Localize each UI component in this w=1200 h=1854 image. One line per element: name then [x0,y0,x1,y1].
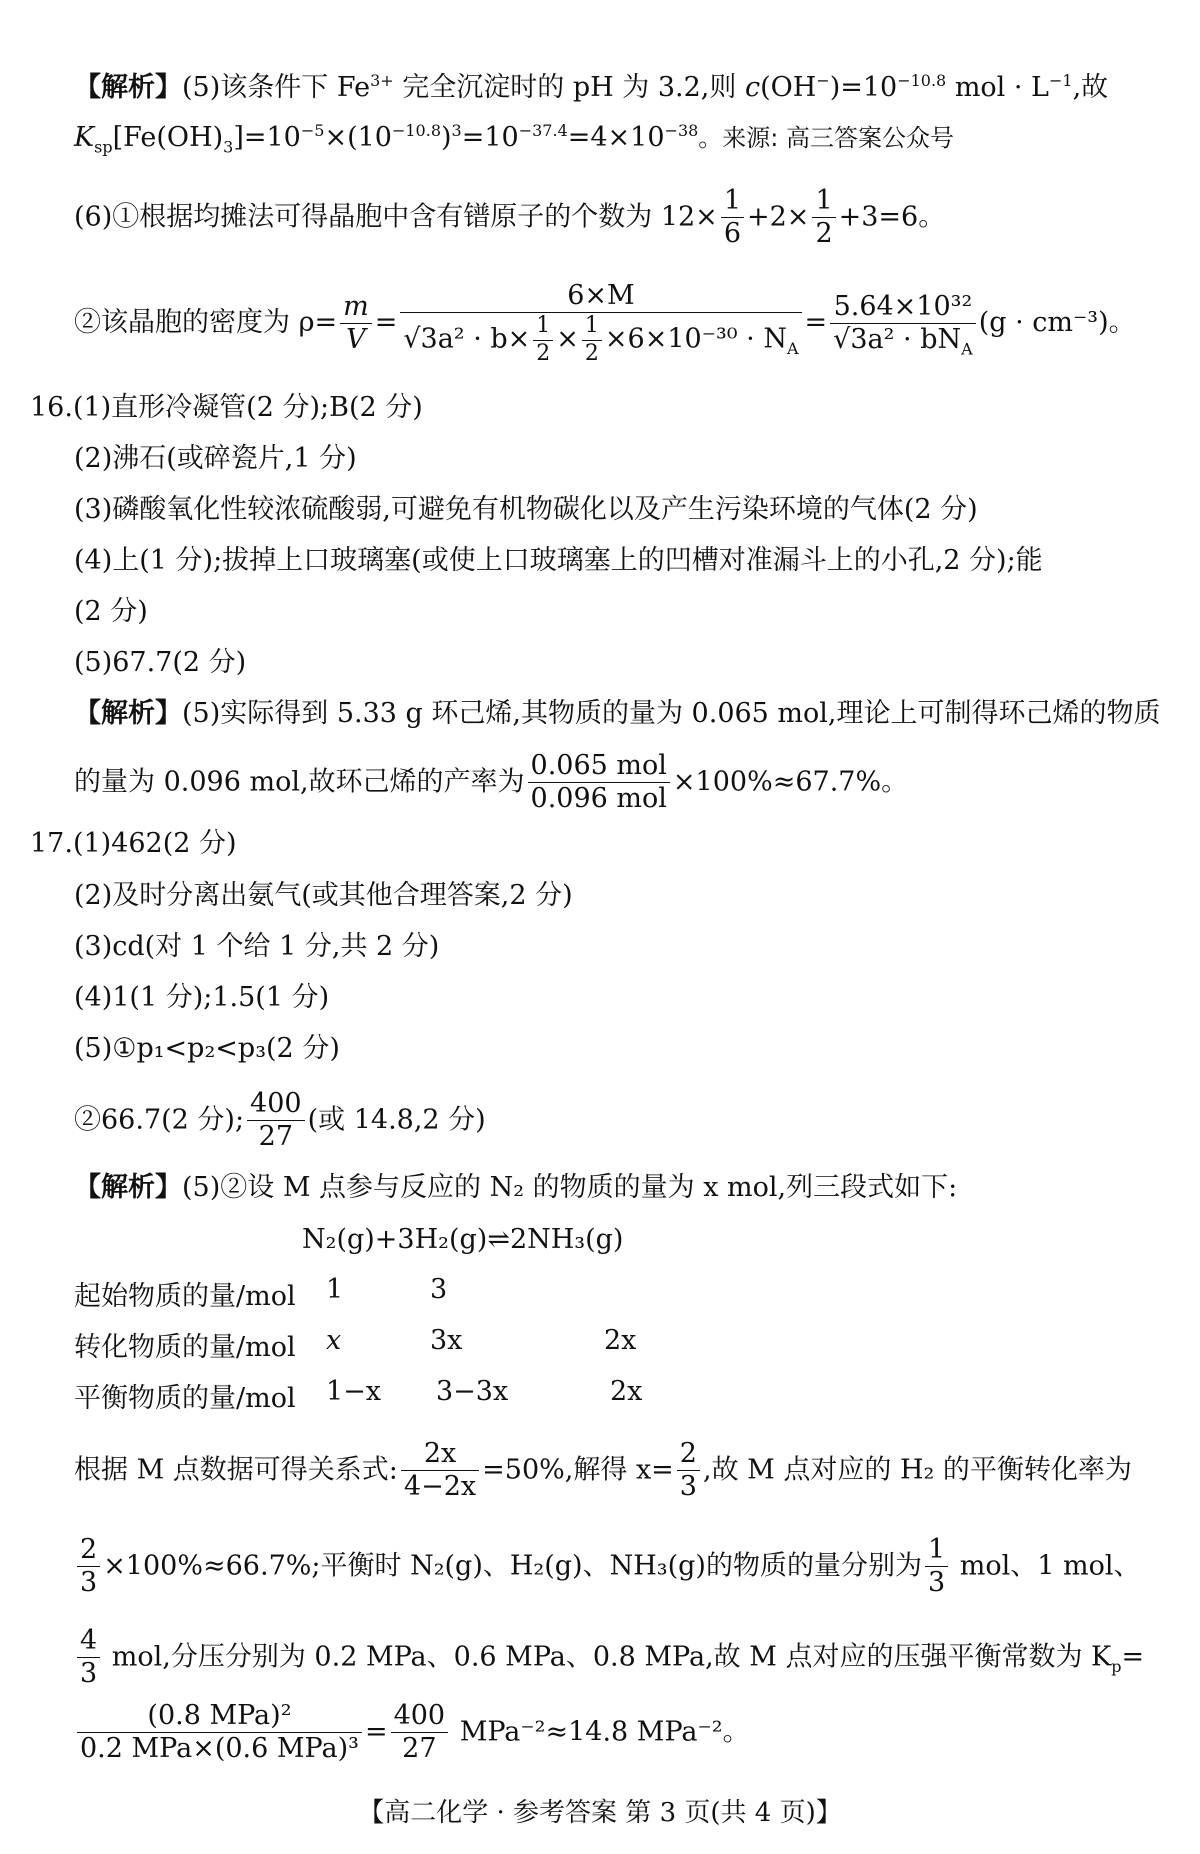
denominator: 2 [536,340,551,366]
source-note: 。来源: 高三答案公众号 [698,124,955,152]
reaction-equation: N₂(g)+3H₂(g)⇌2NH₃(g) [302,1224,624,1255]
q17-2: (2)及时分离出氨气(或其他合理答案,2 分) [74,880,573,911]
text: ×100%≈66.7%;平衡时 N₂(g)、H₂(g)、NH₃(g)的物质的量分别为 [103,1550,922,1582]
q16-4: (4)上(1 分);拔掉上口玻璃塞(或使上口玻璃塞上的凹槽对准漏斗上的小孔,2 分);能 [74,545,1043,576]
fraction [77,1625,100,1691]
denominator: 6 [723,218,741,250]
denominator: 3 [679,1471,697,1503]
numerator: 6×M [400,280,801,313]
cell: 1−x [326,1376,382,1407]
text: (5)实际得到 5.33 g 环己烯,其物质的量为 0.065 mol,理论上可制得环己烯的物质 [182,698,1161,729]
superscript: −38 [664,121,699,140]
subscript: 3 [223,137,234,157]
analysis-17-line4 [74,1625,1160,1691]
denominator: 2 [815,218,833,250]
text: [Fe(OH) [112,122,224,153]
fraction [77,1534,100,1600]
analysis-15-5-line1 [74,72,1160,103]
denominator: 3 [80,1658,98,1690]
denominator: 4−2x [403,1471,477,1503]
analysis-16-line2 [74,750,1160,816]
fraction [830,291,976,357]
cell: 3x [430,1325,463,1356]
numerator: 400 [247,1088,305,1121]
fraction [677,1438,700,1504]
analysis-17-line3 [74,1534,1160,1600]
denominator [830,324,976,359]
page-footer: 【高二化学 · 参考答案 第 3 页(共 4 页)】 [358,1798,842,1828]
q16-1: 16.(1)直形冷凝管(2 分);B(2 分) [30,392,423,423]
text: MPa⁻²≈14.8 MPa⁻²。 [451,1716,750,1748]
numerator: 1 [533,313,553,340]
text: ) [441,122,452,153]
superscript: −37.4 [518,121,568,140]
analysis-15-6-line1 [74,185,1160,251]
q16-2: (2)沸石(或碎瓷片,1 分) [74,443,357,474]
subscript: sp [94,137,113,157]
text: ②该晶胞的密度为 ρ= [74,307,338,339]
text: ,故 [1072,72,1109,103]
fraction [925,1534,948,1600]
text: =10 [461,122,519,153]
q17-1: 17.(1)462(2 分) [30,828,237,859]
row-label: 转化物质的量/mol [74,1332,296,1363]
analysis-tag: 【解析】 [74,1172,182,1203]
analysis-tag: 【解析】 [74,698,182,729]
row-label: 起始物质的量/mol [74,1281,296,1312]
text: =50%,解得 x= [482,1454,674,1486]
fraction [391,1700,449,1766]
variable: K [74,122,95,153]
subscript: p [1111,1656,1122,1676]
denominator: V [346,324,366,356]
text: (5)②设 M 点参与反应的 N₂ 的物质的量为 x mol,列三段式如下: [182,1172,958,1203]
row-label: 平衡物质的量/mol [74,1383,296,1414]
text: √3a² · bN [833,324,962,356]
analysis-15-5-line2 [74,121,1160,157]
superscript: 3 [451,121,462,140]
denominator: 3 [80,1567,98,1599]
analysis-16-line1 [74,698,1160,729]
numerator: 2 [677,1438,700,1471]
text: = [374,307,398,339]
text: 的量为 0.096 mol,故环己烯的产率为 [74,766,525,798]
text: = [1121,1641,1145,1673]
text: = [804,307,828,339]
fraction [582,313,602,367]
analysis-17-line1 [74,1172,1160,1203]
numerator: 1 [582,313,602,340]
q17-3: (3)cd(对 1 个给 1 分,共 2 分) [74,931,440,962]
text: × [556,323,579,355]
text: ]=10 [233,122,301,153]
denominator: 27 [402,1733,437,1765]
fraction [528,750,670,816]
analysis-tag: 【解析】 [74,72,182,103]
text: +3=6。 [838,201,946,233]
denominator [400,313,801,367]
numerator: 1 [925,1534,948,1567]
text: ×(10 [324,122,392,153]
big-fraction [400,280,801,367]
fraction [77,1700,362,1766]
subscript: A [961,339,973,359]
denominator: 27 [258,1121,293,1153]
variable: c [744,72,761,103]
q16-3: (3)磷酸氧化性较浓硫酸弱,可避免有机物碳化以及产生污染环境的气体(2 分) [74,494,978,525]
fraction [721,185,744,251]
numerator: (0.8 MPa)² [77,1700,362,1733]
cell: 3−3x [436,1376,509,1407]
text: ×6×10⁻³⁰ · N [604,323,787,355]
analysis-17-line2 [74,1438,1160,1504]
denominator: 0.096 mol [530,783,667,815]
density-formula [74,280,1160,367]
q17-5-2 [74,1088,1160,1154]
q16-5: (5)67.7(2 分) [74,647,247,678]
denominator: 0.2 MPa×(0.6 MPa)³ [80,1733,359,1765]
cell: 1 [326,1274,344,1305]
numerator: m [340,291,372,324]
text: (g · cm⁻³)。 [978,307,1136,339]
q17-5-1: (5)①p₁<p₂<p₃(2 分) [74,1033,340,1064]
numerator: 0.065 mol [528,750,670,783]
denominator: 3 [927,1567,946,1599]
fraction [401,1438,479,1504]
numerator: 2 [77,1534,100,1567]
superscript: −10.8 [897,71,947,90]
denominator: 2 [584,340,599,366]
numerator: 5.64×10³² [830,291,976,324]
text: mol,分压分别为 0.2 MPa、0.6 MPa、0.8 MPa,故 M 点对应的压强平衡常数为 K [103,1641,1112,1673]
text: mol、1 mol、 [951,1550,1141,1582]
analysis-17-line5 [74,1700,1160,1766]
fraction [340,291,372,357]
text: ×100%≈67.7%。 [672,766,909,798]
text: mol · L [946,72,1049,103]
superscript: −10.8 [391,121,441,140]
numerator: 2x [401,1438,479,1471]
cell: 2x [604,1325,637,1356]
fraction [812,185,835,251]
text: (或 14.8,2 分) [307,1104,486,1136]
text: 完全沉淀时的 pH 为 3.2,则 [393,72,745,103]
table-row-start [74,1274,874,1314]
text: =4×10 [567,122,665,153]
table-row-equilibrium [74,1376,874,1416]
text: ②66.7(2 分); [74,1104,245,1136]
fraction [533,313,553,367]
text: ,故 M 点对应的 H₂ 的平衡转化率为 [702,1454,1132,1486]
text: +2× [747,201,810,233]
text: )=10 [829,72,898,103]
superscript: −1 [1049,71,1073,90]
text: 根据 M 点数据可得关系式: [74,1454,398,1486]
cell: x [326,1325,342,1356]
numerator: 4 [77,1625,100,1658]
q17-4: (4)1(1 分);1.5(1 分) [74,982,330,1013]
text: (OH [760,72,817,103]
numerator: 1 [721,185,744,218]
numerator: 1 [812,185,835,218]
superscript: − [816,71,830,90]
superscript: 3+ [370,71,394,90]
q16-4-cont: (2 分) [74,596,148,627]
numerator: 400 [391,1700,449,1733]
cell: 2x [610,1376,643,1407]
text: (5)该条件下 Fe [182,72,371,103]
text: = [364,1716,388,1748]
cell: 3 [430,1274,448,1305]
table-row-change [74,1325,874,1365]
superscript: −5 [300,121,325,140]
fraction [247,1088,305,1154]
text: √3a² · b× [403,323,531,355]
text: (6)①根据均摊法可得晶胞中含有镨原子的个数为 12× [74,201,718,233]
subscript: A [786,339,799,359]
